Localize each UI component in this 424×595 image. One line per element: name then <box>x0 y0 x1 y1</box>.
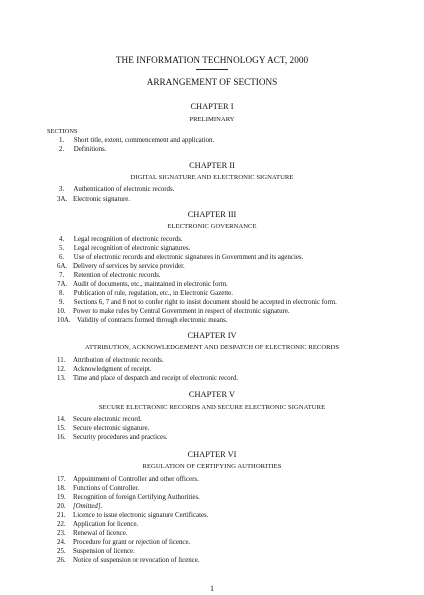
chapter-heading: CHAPTER V <box>188 390 236 399</box>
section-item <box>57 521 138 528</box>
section-title: [Omitted]. <box>73 503 103 510</box>
section-title: Authentication of electronic records. <box>73 186 175 193</box>
section-item <box>57 281 228 288</box>
section-number: 25. <box>57 548 66 555</box>
section-item <box>57 512 208 519</box>
section-item <box>57 503 102 510</box>
section-title: Use of electronic records and electronic signatures in Government and its agencies. <box>73 254 304 261</box>
section-title: Secure electronic signature. <box>73 425 150 432</box>
section-title: Power to make rules by Central Government in respect of electronic signature. <box>73 308 290 315</box>
section-number: 5. <box>59 245 65 252</box>
section-number: 7. <box>59 272 65 279</box>
section-item <box>57 548 135 555</box>
section-title: Delivery of services by service provider. <box>73 263 185 270</box>
chapter-heading: CHAPTER I <box>190 102 234 111</box>
section-number: 6A. <box>57 263 68 270</box>
title-divider <box>196 69 228 70</box>
section-number: 10A. <box>57 317 71 324</box>
section-number: 14. <box>57 416 66 423</box>
section-number: 15. <box>57 425 66 432</box>
section-title: Licence to issue electronic signature Certificates. <box>73 512 209 519</box>
page-number: 1 <box>210 584 214 593</box>
section-title: Suspension of licence. <box>73 548 135 555</box>
section-title: Validity of contracts formed through electronic means. <box>77 317 228 324</box>
chapter-heading: CHAPTER VI <box>187 450 237 459</box>
section-title: Retention of electronic records. <box>73 272 161 279</box>
section-number: 3. <box>59 186 65 193</box>
section-title: Sections 6, 7 and 8 not to confer right to insist document should be accepted in electronic form. <box>73 299 337 306</box>
section-item <box>57 357 164 364</box>
chapter-subheading: REGULATION OF CERTIFYING AUTHORITIES <box>142 463 282 470</box>
section-title: Legal recognition of electronic records. <box>73 236 183 243</box>
section-number: 23. <box>57 530 66 537</box>
sections-label: SECTIONS <box>47 128 78 135</box>
chapter-heading: CHAPTER IV <box>187 331 237 340</box>
section-item <box>57 530 128 537</box>
section-number: 24. <box>57 539 66 546</box>
section-number: 17. <box>57 476 66 483</box>
section-number: 20. <box>57 503 66 510</box>
section-item <box>59 236 183 243</box>
section-title: Time and place of despatch and receipt of electronic record. <box>73 375 239 382</box>
section-title: Renewal of licence. <box>73 530 128 537</box>
section-item <box>57 366 152 373</box>
chapter-subheading: SECURE ELECTRONIC RECORDS AND SECURE ELECTRONIC SIGNATURE <box>98 404 326 411</box>
chapter-subheading: ELECTRONIC GOVERNANCE <box>167 223 257 230</box>
section-number: 3A. <box>57 196 68 203</box>
section-title: Security procedures and practices. <box>73 434 168 441</box>
section-item <box>57 308 290 315</box>
section-number: 10. <box>57 308 66 315</box>
section-item <box>59 272 161 279</box>
section-number: 6. <box>59 254 65 261</box>
section-item <box>57 196 130 203</box>
section-title: Acknowledgment of receipt. <box>73 366 152 373</box>
section-item <box>57 434 168 441</box>
section-item <box>57 476 199 483</box>
section-number: 9. <box>59 299 65 306</box>
section-number: 19. <box>57 494 66 501</box>
section-title: Application for licence. <box>73 521 139 528</box>
section-item <box>57 539 190 546</box>
section-title: Procedure for grant or rejection of licence. <box>73 539 191 546</box>
document-subtitle: ARRANGEMENT OF SECTIONS <box>146 77 278 87</box>
section-number: 1. <box>59 137 65 144</box>
chapter-heading: CHAPTER II <box>189 161 235 170</box>
chapter-heading: CHAPTER III <box>187 210 237 219</box>
section-title: Electronic signature. <box>73 196 131 203</box>
section-item <box>57 485 139 492</box>
section-number: 22. <box>57 521 66 528</box>
section-number: 13. <box>57 375 66 382</box>
section-number: 16. <box>57 434 66 441</box>
section-item <box>59 137 214 144</box>
section-item <box>59 299 337 306</box>
section-title: Appointment of Controller and other officers. <box>73 476 199 483</box>
section-title: Legal recognition of electronic signatures. <box>73 245 191 252</box>
section-title: Functions of Controller. <box>73 485 140 492</box>
section-item <box>57 425 149 432</box>
section-number: 7A. <box>57 281 68 288</box>
section-title: Secure electronic record. <box>73 416 142 423</box>
section-item <box>59 146 106 153</box>
section-number: 26. <box>57 557 66 564</box>
section-title: Notice of suspension or revocation of licence. <box>73 557 200 564</box>
section-item <box>59 254 303 261</box>
section-item <box>57 494 200 501</box>
section-title: Short title, extent, commencement and application. <box>73 137 215 144</box>
section-number: 12. <box>57 366 66 373</box>
section-number: 21. <box>57 512 66 519</box>
section-number: 18. <box>57 485 66 492</box>
section-item <box>57 317 228 324</box>
section-title: Attribution of electronic records. <box>73 357 164 364</box>
section-item <box>59 186 174 193</box>
section-title: Audit of documents, etc., maintained in electronic form. <box>73 281 228 288</box>
section-number: 4. <box>59 236 65 243</box>
chapter-subheading: PRELIMINARY <box>189 116 235 123</box>
chapter-subheading: ATTRIBUTION, ACKNOWLEDGEMENT AND DESPATCH OF ELECTRONIC RECORDS <box>84 344 340 351</box>
section-item <box>59 245 190 252</box>
section-item <box>57 263 185 270</box>
section-title: Definitions. <box>73 146 107 153</box>
section-item <box>57 557 199 564</box>
section-title: Publication of rule, regulation, etc., in Electronic Gazette. <box>73 290 233 297</box>
section-item <box>59 290 233 297</box>
section-title: Recognition of foreign Certifying Authorities. <box>73 494 200 501</box>
section-item <box>57 416 142 423</box>
section-item <box>57 375 238 382</box>
section-number: 2. <box>59 146 65 153</box>
section-number: 8. <box>59 290 65 297</box>
chapter-subheading: DIGITAL SIGNATURE AND ELECTRONIC SIGNATURE <box>130 174 294 181</box>
document-title: THE INFORMATION TECHNOLOGY ACT, 2000 <box>115 55 309 65</box>
section-number: 11. <box>57 357 66 364</box>
